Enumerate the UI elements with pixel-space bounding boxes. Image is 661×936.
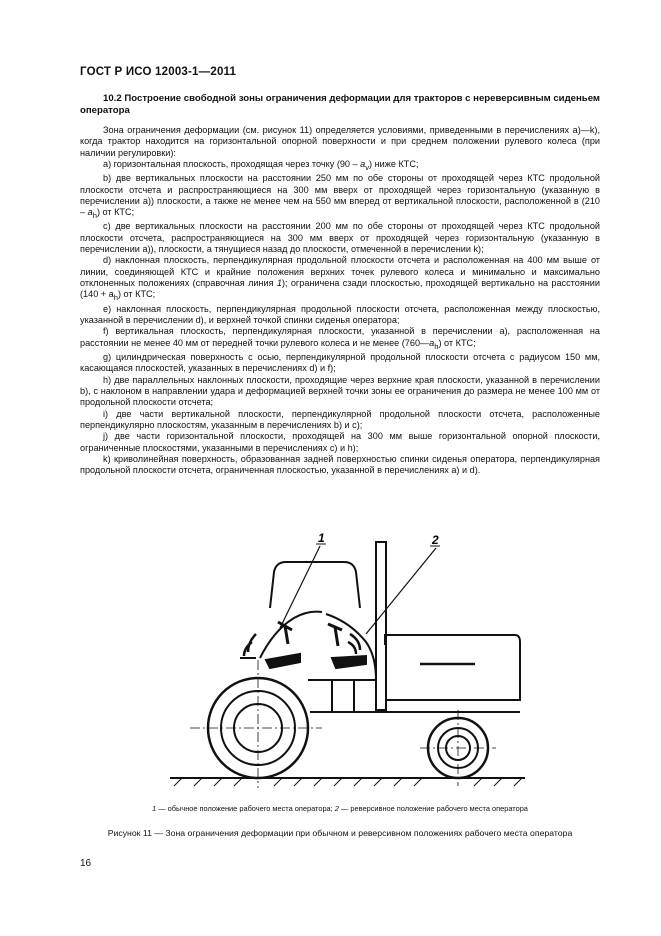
canopy [270, 562, 360, 608]
paragraph-d: d) наклонная плоскость, перпендикулярная продольной плоскости отсчета и расположенная на 400 мм выше от линии, соединяющей КТС и крайние положения верхних точек рулевого колеса и минимально и максимально отклоненных положениях (справочная линия 1); ограничена сзади плоскостью, проходящей вертикально на расстоянии $(140 + a_h)$ от КТС; [80, 255, 600, 303]
figure-label-1: 1 [318, 531, 325, 545]
section-title: Построение свободной зоны ограничения деформации для тракторов с нереверсивным сиденьем оператора [80, 93, 600, 117]
paragraph-f: f) вертикальная плоскость, перпендикулярная плоскости, указанной в перечислении а), расположенная на расстоянии не менее 40 мм от передней точки рулевого колеса и не менее $(760—a_h)$ от КТС; [80, 326, 600, 351]
hood [385, 635, 520, 700]
paragraph-a: а) горизонтальная плоскость, проходящая через точку $(90 - a_v)$ ниже КТС; [103, 159, 419, 172]
paragraph-e: е) наклонная плоскость, перпендикулярная продольной плоскости отсчета, расположенная между плоскостью, указанной в перечислении d), и верхней точкой спинки сиденья оператора; [80, 303, 600, 325]
document-header: ГОСТ Р ИСО 12003-1—2011 [80, 66, 237, 78]
figure-legend: 1 — обычное положение рабочего места оператора; 2 — реверсивное положение рабочего места оператора [152, 804, 528, 813]
figure-label-2: 2 [432, 533, 439, 547]
paragraph-j: j) две части горизонтальной плоскости, проходящей на 300 мм выше горизонтальной опорной плоскости, ограниченные плоскостями, указанными в перечислениях c) и h); [80, 431, 600, 453]
section-number: 10.2 [103, 93, 122, 104]
paragraph-g: g) цилиндрическая поверхность с осью, перпендикулярной продольной плоскости отсчета с радиусом 150 мм, касающаяся плоскостей, указанных в перечислениях d) и f); [80, 351, 600, 374]
paragraph-intro: Зона ограничения деформации (см. рисунок 11) определяется условиями, приведенными в перечислениях а)—k), когда трактор находится на горизонтальной опорной поверхности и при среднем положении рулевого колеса (при наличии регулировки): [80, 125, 600, 158]
tractor-figure [170, 530, 530, 790]
paragraph-h: h) две параллельных наклонных плоскости, проходящие через верхние края плоскости, указанной в перечислении b), с наклоном в направлении удара и деформацией верхней точки зоны ее ограничения до размера не менее 100 мм от продольной плоскости отсчета; [80, 374, 600, 408]
body-text [80, 125, 600, 477]
figure-caption: Рисунок 11 — Зона ограничения деформации при обычном и реверсивном положениях рабочего места оператора [107, 828, 573, 838]
paragraph-b: b) две вертикальных плоскости на расстоянии 250 мм по обе стороны от проходящей через КТС продольной плоскости отсчета и распространяющиеся на 300 мм вверх от проходящей через горизонтальную (указанную в перечислении а)) плоскости, а также не менее чем на 550 мм вперед от вертикальной плоскости, расположенной в $(210 - a_h)$ от КТС; [80, 173, 600, 221]
section-heading [80, 93, 600, 118]
paragraph-c: с) две вертикальных плоскости на расстоянии 200 мм по обе стороны от проходящей через КТС продольной плоскости отсчета, распространяющиеся на 300 мм вверх от проходящей через горизонтальную (указанную в перечислении а)), плоскости, а тянущиеся назад до плоскости, отмеченной в перечислении k); [80, 221, 600, 255]
rollbar [376, 542, 386, 710]
seat [332, 656, 366, 668]
paragraph-i: i) две части вертикальной плоскости, перпендикулярной продольной плоскости отсчета, расположенные перпендикулярно плоскостям, указанным в перечислениях b) и c); [80, 408, 600, 430]
page-number: 16 [80, 858, 92, 869]
paragraph-k: k) криволинейная поверхность, образованная задней поверхностью спинки сиденья оператора, перпендикулярная продольной плоскости отсчета, ограниченная плоскостью, указанной в перечислениях а) и d). [80, 453, 600, 476]
